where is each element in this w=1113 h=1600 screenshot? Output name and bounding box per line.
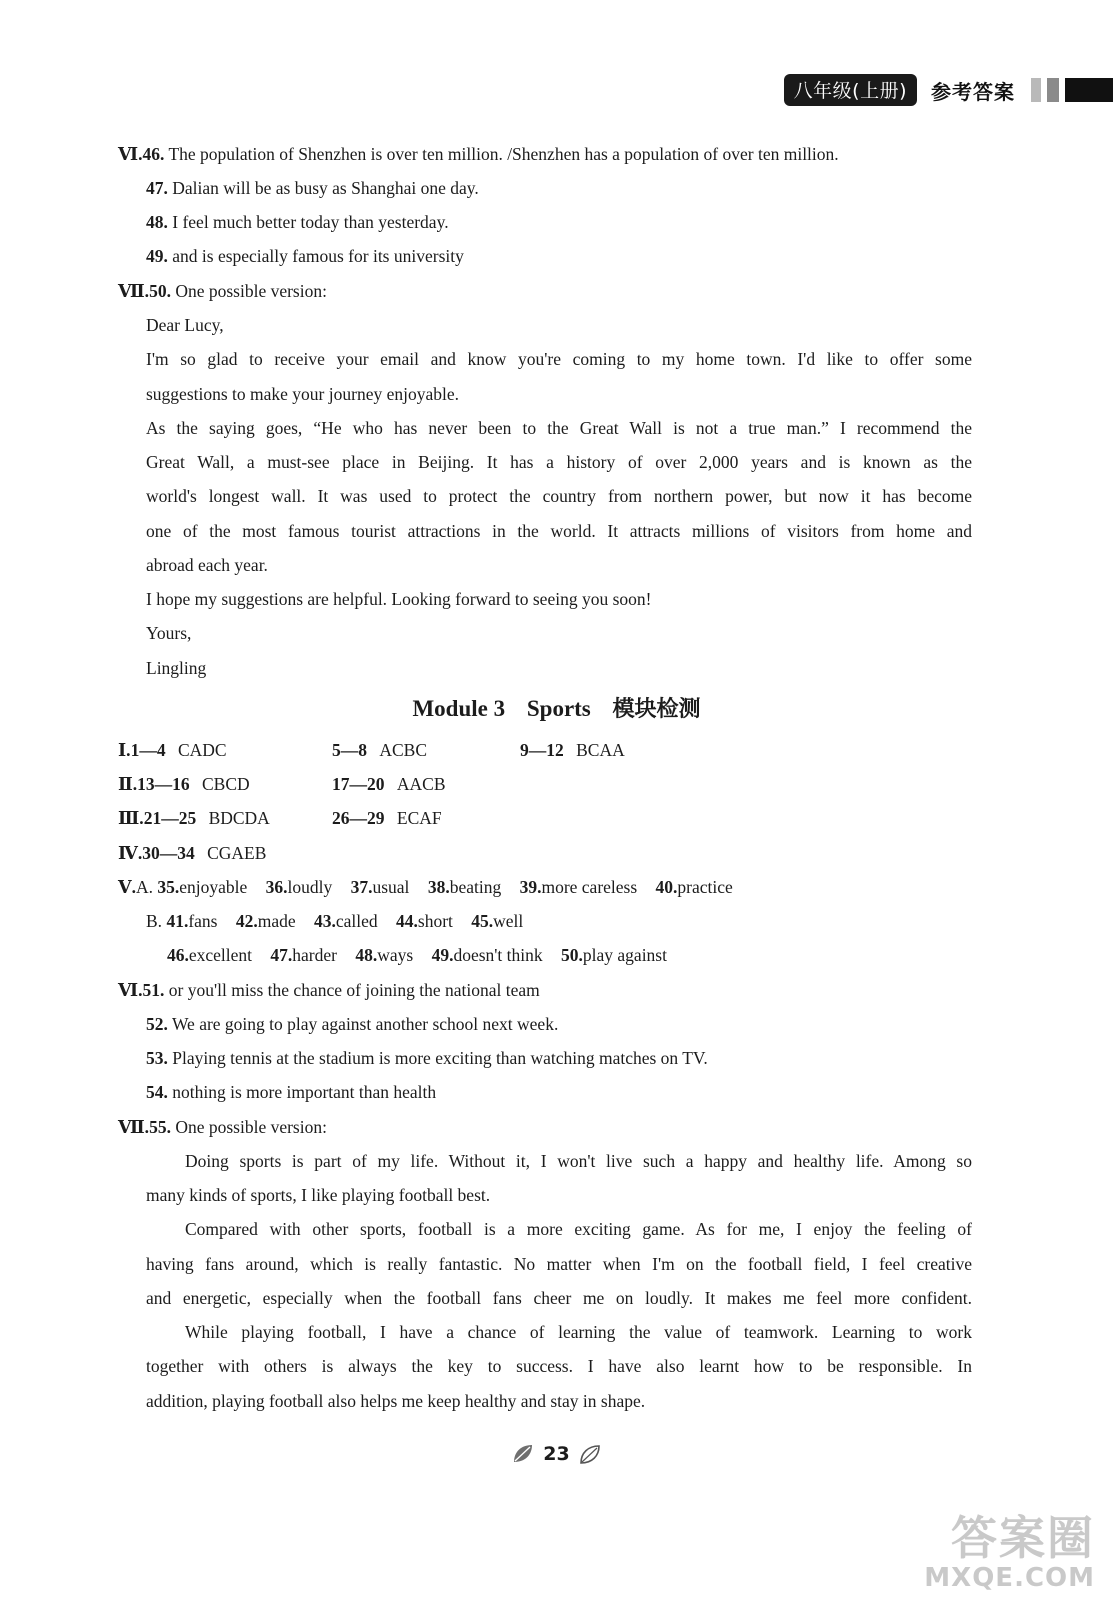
- answer-group: [332, 739, 427, 761]
- essay-line: addition, playing football also helps me keep healthy and stay in shape.: [146, 1391, 646, 1411]
- answer-word: loudly: [287, 877, 333, 897]
- answer-text: We are going to play against another school next week.: [171, 1014, 559, 1034]
- module-name: Module 3: [412, 696, 506, 721]
- answer-word: short: [417, 911, 453, 931]
- header-bar-light: [1031, 78, 1041, 102]
- answer-word: harder: [292, 945, 337, 965]
- section-label: Ⅱ.: [118, 774, 138, 794]
- answer-letters: AACB: [396, 774, 446, 794]
- question-number: 52.: [146, 1014, 168, 1034]
- question-range: 5—8: [332, 740, 367, 760]
- answer-54: [146, 1081, 436, 1103]
- answer-letters: BCAA: [576, 740, 625, 760]
- answer-row-3: [118, 807, 270, 829]
- leaf-left-icon: [511, 1442, 535, 1466]
- essay-line: Compared with other sports, football is a more exciting game. As for me, I enjoy the feeling of: [185, 1219, 972, 1239]
- answer-word: ways: [377, 945, 414, 965]
- answer-50: [118, 280, 327, 302]
- question-number: 36.: [265, 877, 288, 897]
- grade-badge: 八年级(上册): [784, 74, 917, 106]
- section-label: Ⅳ.: [118, 843, 143, 863]
- section-label: Ⅶ.: [118, 1117, 150, 1137]
- answer-group: [332, 807, 442, 829]
- answer-row-4: [118, 842, 266, 864]
- answer-row-1: [118, 739, 227, 761]
- essay-line: and energetic, especially when the football fans cheer me on loudly. It makes me feel more confident.: [146, 1288, 972, 1308]
- question-range: 17—20: [332, 774, 385, 794]
- question-number: 50.: [149, 281, 171, 301]
- part-label: B.: [146, 911, 163, 931]
- page-header: [784, 72, 1113, 108]
- question-number: 44.: [396, 911, 418, 931]
- answer-text: Playing tennis at the stadium is more exciting than watching matches on TV.: [172, 1048, 708, 1068]
- answer-text: nothing is more important than health: [172, 1082, 437, 1102]
- question-number: 41.: [166, 911, 189, 931]
- question-number: 49.: [431, 945, 454, 965]
- answer-group: [520, 739, 625, 761]
- module-zh-title: 模块检测: [612, 697, 701, 722]
- answer-word: more careless: [541, 877, 638, 897]
- answer-letters: BDCDA: [208, 808, 270, 828]
- answer-word: practice: [677, 877, 733, 897]
- question-number: 54.: [146, 1082, 168, 1102]
- answer-word: beating: [449, 877, 502, 897]
- question-number: 47.: [270, 945, 293, 965]
- letter-line: world's longest wall. It was used to protect the country from northern power, but now it has become: [146, 486, 972, 506]
- letter-line: Lingling: [146, 658, 207, 678]
- letter-line: abroad each year.: [146, 555, 268, 575]
- answer-word: fans: [188, 911, 218, 931]
- section-label: Ⅴ.: [118, 877, 136, 897]
- answer-letters: ECAF: [396, 808, 442, 828]
- section-label: Ⅶ.: [118, 281, 150, 301]
- letter-line: suggestions to make your journey enjoyable.: [146, 384, 459, 404]
- answer-55: [118, 1116, 327, 1138]
- question-number: 35.: [157, 877, 180, 897]
- answer-letters: CBCD: [202, 774, 250, 794]
- question-number: 38.: [427, 877, 450, 897]
- question-number: 42.: [235, 911, 258, 931]
- answer-word: excellent: [188, 945, 253, 965]
- essay-line: many kinds of sports, I like playing football best.: [146, 1185, 491, 1205]
- watermark-top: 答案圈: [951, 1511, 1095, 1565]
- module-topic: Sports: [526, 696, 591, 721]
- question-range: 9—12: [520, 740, 564, 760]
- essay-line: While playing football, I have a chance of learning the value of teamwork. Learning to work: [185, 1322, 972, 1342]
- question-number: 46.: [142, 144, 165, 164]
- answer-text: I feel much better today than yesterday.: [172, 212, 449, 232]
- answer-text: or you'll miss the chance of joining the national team: [168, 980, 540, 1000]
- answer-letters: CGAEB: [207, 843, 267, 863]
- answer-46: [118, 143, 839, 165]
- question-number: 45.: [471, 911, 494, 931]
- answer-word: made: [257, 911, 296, 931]
- question-range: 13—16: [137, 774, 190, 794]
- section-label: Ⅰ.: [118, 740, 131, 760]
- answer-text: One possible version:: [175, 281, 327, 301]
- question-number: 51.: [142, 980, 165, 1000]
- answer-48: [146, 211, 449, 233]
- question-number: 39.: [519, 877, 542, 897]
- header-title: 参考答案: [931, 79, 1015, 104]
- answer-53: [146, 1047, 708, 1069]
- module-title: [0, 694, 1113, 725]
- letter-line: Great Wall, a must-see place in Beijing. It has a history of over 2,000 years and is known as the: [146, 452, 972, 472]
- watermark: [895, 1512, 1095, 1592]
- page-footer: [0, 1442, 1113, 1466]
- answer-row-2: [118, 773, 250, 795]
- answer-52: [146, 1013, 558, 1035]
- question-number: 37.: [350, 877, 373, 897]
- question-number: 43.: [314, 911, 336, 931]
- section-label: Ⅵ.: [118, 144, 143, 164]
- answer-word: called: [335, 911, 378, 931]
- question-number: 48.: [355, 945, 378, 965]
- answer-51: [118, 979, 540, 1001]
- question-range: 21—25: [143, 808, 197, 828]
- answer-word: well: [493, 911, 524, 931]
- question-number: 47.: [146, 178, 168, 198]
- section5-row-a: [118, 876, 733, 898]
- answer-word: usual: [372, 877, 410, 897]
- answer-text: Dalian will be as busy as Shanghai one day.: [172, 178, 479, 198]
- letter-line: I'm so glad to receive your email and know you're coming to my home town. I'd like to offer some: [146, 349, 972, 369]
- answer-text: One possible version:: [175, 1117, 327, 1137]
- letter-line: Dear Lucy,: [146, 315, 224, 335]
- header-bar-dark: [1065, 78, 1113, 102]
- section5-row-b2: [167, 944, 667, 966]
- question-number: 48.: [146, 212, 168, 232]
- answer-text: and is especially famous for its university: [172, 246, 464, 266]
- answer-word: doesn't think: [453, 945, 543, 965]
- section-label: Ⅵ.: [118, 980, 143, 1000]
- answer-word: enjoyable: [179, 877, 248, 897]
- question-range: 1—4: [130, 740, 166, 760]
- answer-letters: ACBC: [379, 740, 428, 760]
- question-number: 49.: [146, 246, 168, 266]
- letter-line: Yours,: [146, 623, 192, 643]
- section-label: Ⅲ.: [118, 808, 144, 828]
- question-number: 40.: [655, 877, 678, 897]
- leaf-right-icon: [578, 1442, 602, 1466]
- answer-word: play against: [582, 945, 667, 965]
- essay-line: together with others is always the key to success. I have also learnt how to be responsible. In: [146, 1356, 972, 1376]
- answer-47: [146, 177, 479, 199]
- essay-line: Doing sports is part of my life. Without it, I won't live such a happy and healthy life. Among so: [185, 1151, 972, 1171]
- question-number: 53.: [146, 1048, 168, 1068]
- letter-line: I hope my suggestions are helpful. Looking forward to seeing you soon!: [146, 589, 652, 609]
- page-number: 23: [543, 1443, 570, 1465]
- header-bar-mid: [1047, 78, 1059, 102]
- letter-line: As the saying goes, “He who has never been to the Great Wall is not a true man.” I recommend the: [146, 418, 972, 438]
- question-range: 30—34: [142, 843, 195, 863]
- essay-line: having fans around, which is really fantastic. No matter when I'm on the football field, I feel creative: [146, 1254, 972, 1274]
- answer-text: The population of Shenzhen is over ten million. /Shenzhen has a population of over ten million.: [168, 144, 839, 164]
- part-label: A.: [135, 877, 153, 897]
- watermark-bottom: MXQE.COM: [924, 1563, 1095, 1593]
- section5-row-b1: [146, 910, 523, 932]
- answer-49: [146, 245, 464, 267]
- question-number: 50.: [561, 945, 583, 965]
- answer-letters: CADC: [177, 740, 227, 760]
- question-number: 55.: [149, 1117, 171, 1137]
- question-number: 46.: [167, 945, 189, 965]
- answer-group: [332, 773, 446, 795]
- letter-line: one of the most famous tourist attractions in the world. It attracts millions of visitors from home and: [146, 521, 972, 541]
- question-range: 26—29: [332, 808, 385, 828]
